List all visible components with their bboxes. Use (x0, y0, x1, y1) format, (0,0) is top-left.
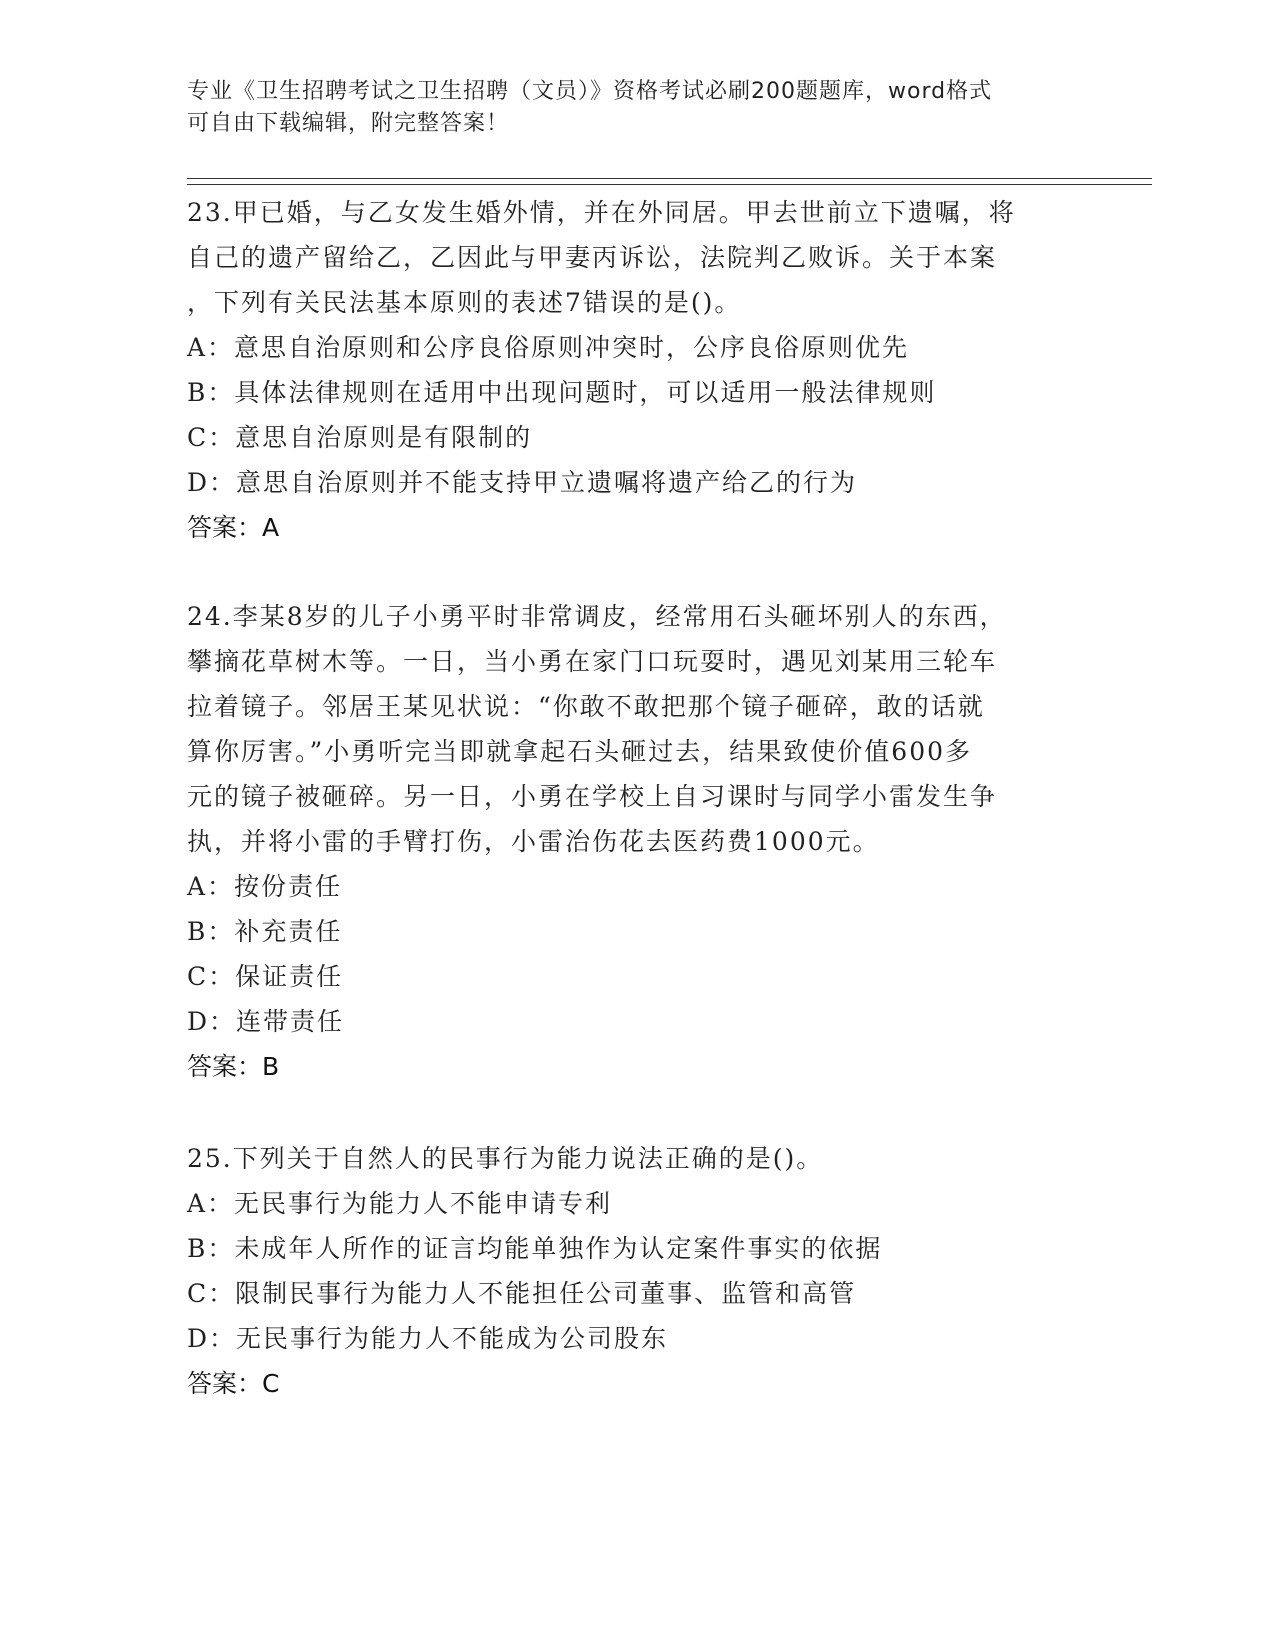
option-b: B：具体法律规则在适用中出现问题时，可以适用一般法律规则 (187, 378, 937, 407)
option-a: A：意思自治原则和公序良俗原则冲突时，公序良俗原则优先 (187, 333, 910, 362)
question-text-line: 执，并将小雷的手臂打伤，小雷治伤花去医药费1000元。 (187, 827, 880, 856)
question-text-line: 25.下列关于自然人的民事行为能力说法正确的是()。 (187, 1144, 824, 1173)
question-text-line: 元的镜子被砸碎。另一日，小勇在学校上自习课时与同学小雷发生争 (187, 782, 998, 811)
question-text-line: 拉着镜子。邻居王某见状说：“你敢不敢把那个镜子砸碎，敢的话就 (187, 692, 985, 721)
option-d: D：无民事行为能力人不能成为公司股东 (187, 1324, 669, 1353)
header-line-1: 专业《卫生招聘考试之卫生招聘（文员）》资格考试必刷200题题库，word格式 (187, 79, 993, 104)
question-24 (187, 594, 1067, 1089)
question-text-line: ，下列有关民法基本原则的表述7错误的是()。 (187, 288, 742, 317)
option-d: D：意思自治原则并不能支持甲立遗嘱将遗产给乙的行为 (187, 468, 858, 497)
option-d: D：连带责任 (187, 1007, 345, 1036)
question-25 (187, 1136, 1067, 1406)
option-c: C：保证责任 (187, 962, 344, 991)
option-a: A：无民事行为能力人不能申请专利 (187, 1189, 613, 1218)
header-divider-bottom (187, 184, 1152, 185)
option-b: B：未成年人所作的证言均能单独作为认定案件事实的依据 (187, 1234, 883, 1263)
header-line-2: 可自由下载编辑，附完整答案！ (187, 111, 510, 136)
option-c: C：意思自治原则是有限制的 (187, 423, 533, 452)
header-divider-top (187, 178, 1152, 179)
question-text-line: 自己的遗产留给乙，乙因此与甲妻丙诉讼，法院判乙败诉。关于本案 (187, 243, 998, 272)
question-text-line: 24.李某8岁的儿子小勇平时非常调皮，经常用石头砸坏别人的东西， (187, 602, 1007, 631)
option-b: B：补充责任 (187, 917, 343, 946)
option-c: C：限制民事行为能力人不能担任公司董事、监管和高管 (187, 1279, 857, 1308)
answer-line: 答案：A (187, 513, 280, 542)
question-text-line: 攀摘花草树木等。一日，当小勇在家门口玩耍时，遇见刘某用三轮车 (187, 647, 998, 676)
answer-line: 答案：B (187, 1052, 280, 1081)
option-a: A：按份责任 (187, 872, 343, 901)
question-text-line: 算你厉害。”小勇听完当即就拿起石头砸过去，结果致使价值600多 (187, 737, 973, 766)
question-text-line: 23.甲已婚，与乙女发生婚外情，并在外同居。甲去世前立下遗嘱，将 (187, 198, 1016, 227)
question-23 (187, 190, 1067, 550)
answer-line: 答案：C (187, 1369, 280, 1398)
document-header (187, 76, 1087, 140)
